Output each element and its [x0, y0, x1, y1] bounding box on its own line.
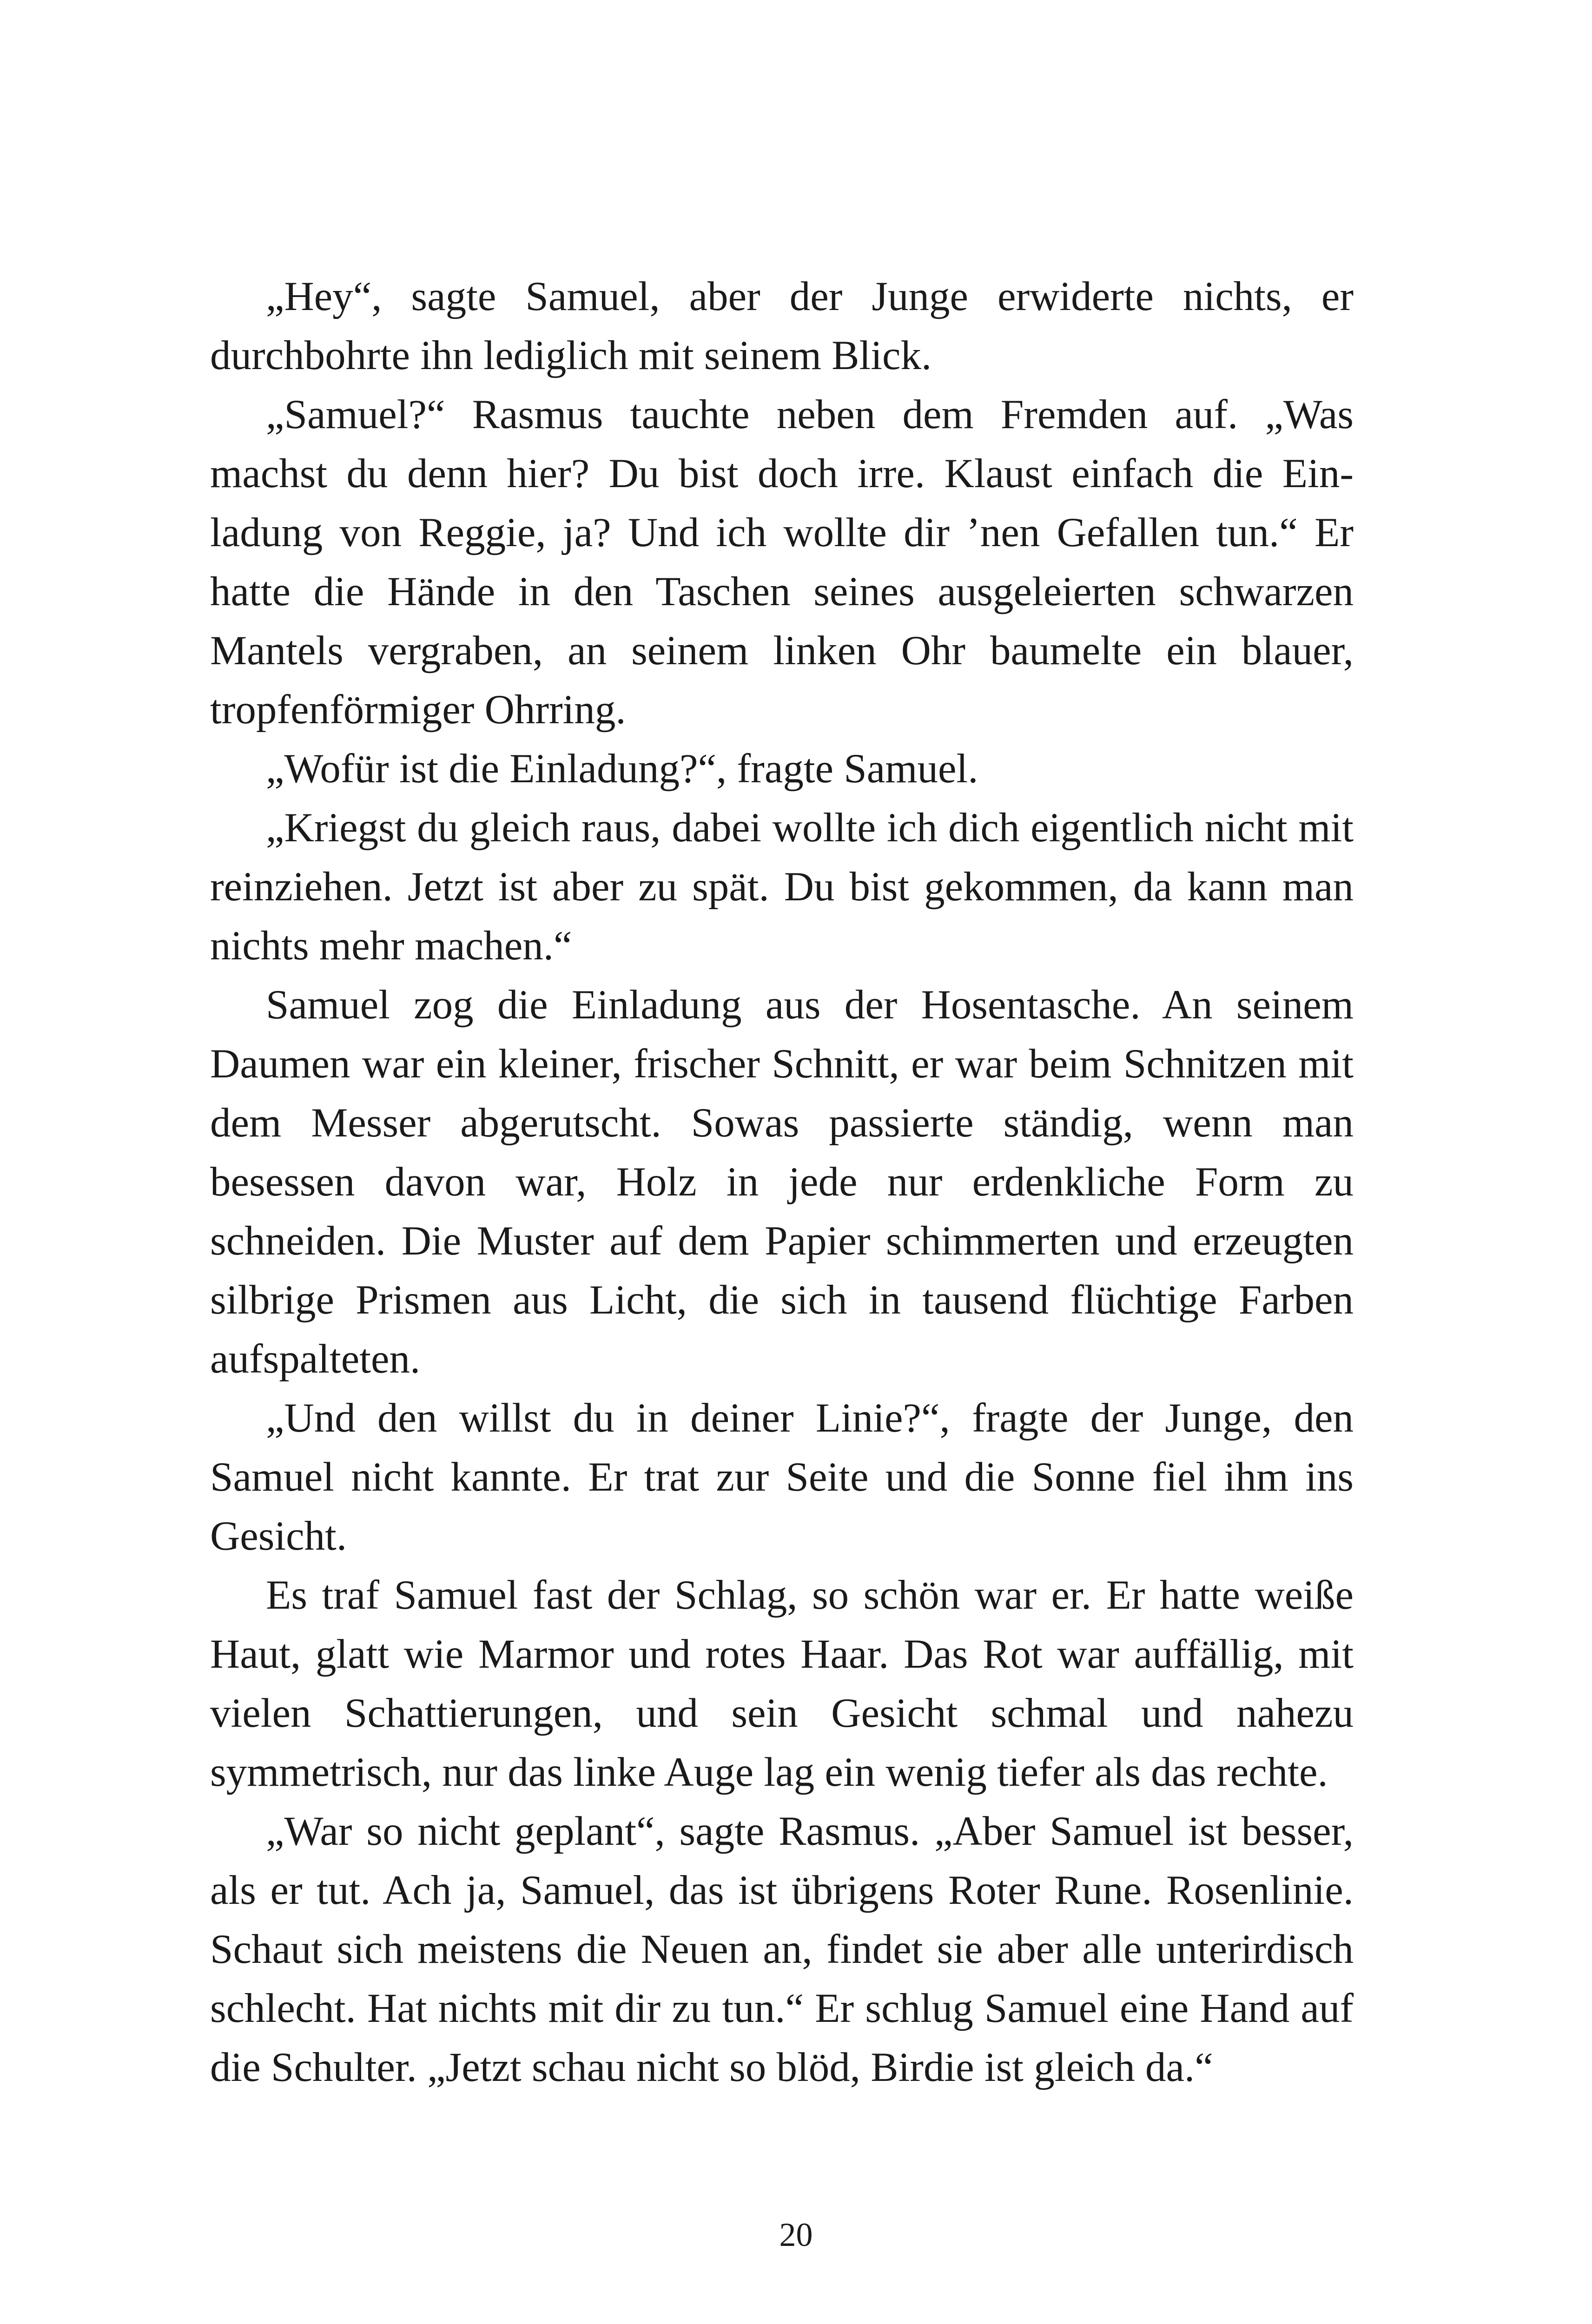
- paragraph: „War so nicht geplant“, sagte Rasmus. „Aber Samuel ist besser, als er tut. Ach ja, Samuel, das ist übrigens Roter Rune. Rosenlinie. Schaut sich meistens die Neuen an, findet sie aber alle unterirdisch schlecht. Hat nichts mit dir zu tun.“ Er schlug Samuel eine Hand auf die Schulter. „Jetzt schau nicht so blöd, Birdie ist gleich da.“: [210, 1809, 1354, 2090]
- paragraph: „Samuel?“ Rasmus tauchte neben dem Fremden auf. „Was machst du denn hier? Du bist doch irre. Klaust einfach die Einladung von Reggie, ja? Und ich wollte dir ’nen Gefallen tun.“ Er hatte die Hände in den Taschen seines ausgeleierten schwarzen Mantels vergraben, an seinem linken Ohr baumelte ein blauer, tropfenförmiger Ohrring.: [210, 392, 1354, 733]
- page-number: 20: [779, 2216, 813, 2253]
- paragraph: „Kriegst du gleich raus, dabei wollte ich dich eigentlich nicht mit reinziehen. Jetzt ist aber zu spät. Du bist gekommen, da kann man nichts mehr machen.“: [210, 805, 1354, 969]
- paragraph: Samuel zog die Einladung aus der Hosentasche. An seinem Daumen war ein kleiner, frischer Schnitt, er war beim Schnitzen mit dem Messer abgerutscht. Sowas passierte ständig, wenn man besessen davon war, Holz in jede nur erdenkliche Form zu schneiden. Die Muster auf dem Papier schimmerten und erzeugten silbrige Prismen aus Licht, die sich in tausend flüchtige Farben aufspalteten.: [210, 982, 1354, 1382]
- body-text: [210, 267, 1354, 2097]
- paragraph: Es traf Samuel fast der Schlag, so schön war er. Er hatte weiße Haut, glatt wie Marmor und rotes Haar. Das Rot war auffällig, mit vielen Schattierungen, und sein Gesicht schmal und nahezu symmetrisch, nur das linke Auge lag ein wenig tiefer als das rechte.: [210, 1572, 1354, 1795]
- paragraph: „Hey“, sagte Samuel, aber der Junge erwiderte nichts, er durchbohrte ihn lediglich mit seinem Blick.: [210, 274, 1354, 378]
- paragraph: „Und den willst du in deiner Linie?“, fragte der Junge, den Samuel nicht kannte. Er trat zur Seite und die Sonne fiel ihm ins Gesicht.: [210, 1395, 1354, 1559]
- paragraph: „Wofür ist die Einladung?“, fragte Samuel.: [266, 746, 978, 792]
